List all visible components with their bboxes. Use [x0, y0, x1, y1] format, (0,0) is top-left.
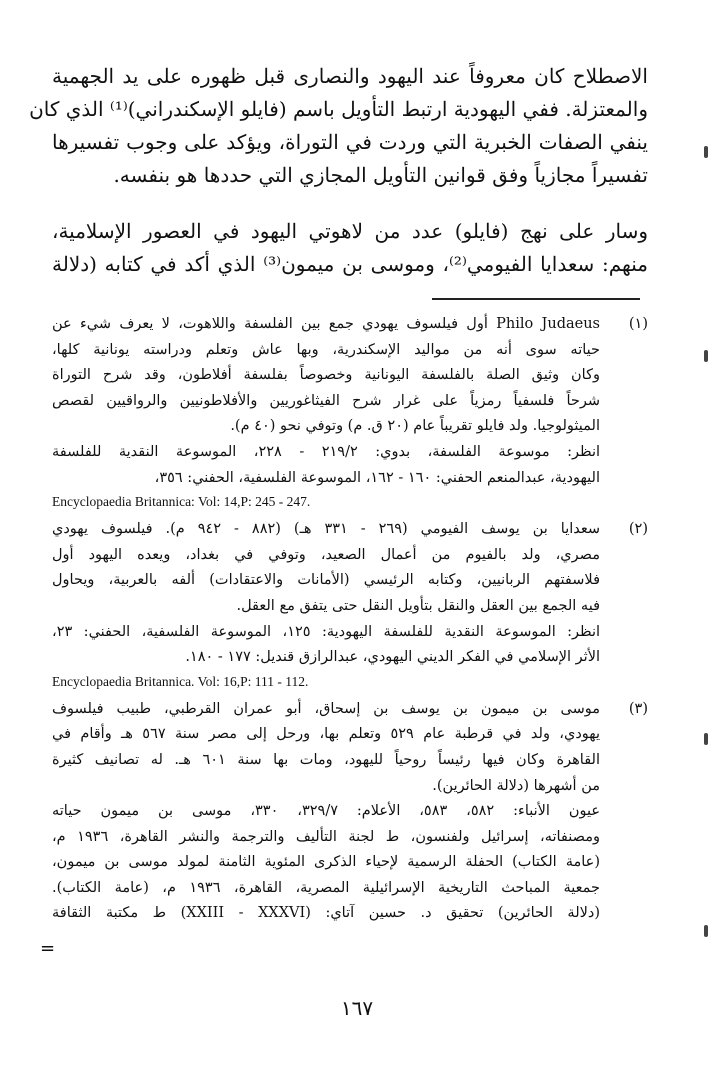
footnote-line: القاهرة وكان فيها رئيساً روحياً لليهود، ومات بها سنة ٦٠١ هـ. له تصانيف كثيرة	[52, 751, 600, 768]
footnote-number: (٣)	[628, 700, 648, 717]
footnote-line: (دلالة الحائرين) تحقيق د. حسين آتاي: (XXIII - XXXVI) ط مكتبة الثقافة	[52, 905, 600, 922]
footnote-line: شرحاً فلسفياً رمزياً على غرار شرح الفيثاغوريين والأفلاطونيين والرواقيين لقصص	[52, 392, 600, 409]
footnotes	[52, 312, 648, 931]
text-line: والمعتزلة. ففي اليهودية ارتبط التأويل باسم (فايلو الإسكندراني)⁽¹⁾ الذي كان	[29, 97, 648, 121]
footnote-line: (عامة الكتاب) الحفلة الرسمية لإحياء الذكرى المئوية الثامنة لمولد موسى بن ميمون،	[52, 854, 600, 871]
margin-mark	[704, 925, 708, 937]
text-line: وسار على نهج (فايلو) عدد من لاهوتي اليهود في العصور الإسلامية،	[52, 219, 648, 243]
footnote-line: حياته سوى أنه من مواليد الإسكندرية، وبها عاش وتعلم ودراسته يونانية كلها،	[52, 341, 600, 358]
footnote-line: الميثولوجيا. ولد فايلو تقريباً عام (٢٠ ق. م) وتوفي نحو (٤٠ م).	[230, 418, 600, 435]
footnote-line: من أشهرها (دلالة الحائرين).	[432, 777, 600, 794]
text-line: الاصطلاح كان معروفاً عند اليهود والنصارى قبل ظهوره على يد الجهمية	[52, 64, 648, 88]
footnote-1	[52, 312, 648, 513]
footnote-line: انظر: موسوعة الفلسفة، بدوي: ٢١٩/٢ - ٢٢٨، الموسوعة النقدية للفلسفة	[52, 443, 601, 460]
footnote-line: وكان وثيق الصلة بالفلسفة اليونانية وخصوصاً بفلسفة أفلاطون، وقد شرح التوراة	[52, 367, 600, 384]
margin-mark	[704, 350, 708, 362]
footnote-line: فيه الجمع بين العقل والنقل بتأويل النقل حتى يتفق مع العقل.	[236, 597, 600, 614]
footnote-line: موسى بن ميمون بن يوسف بن إسحاق، أبو عمران القرطبي، طبيب فيلسوف	[52, 700, 600, 717]
footnote-number: (١)	[628, 316, 648, 332]
footnote-line: سعدايا بن يوسف الفيومي (٢٦٩ - ٣٣١ هـ) (٨٨٢ - ٩٤٢ م). فيلسوف يهودي	[52, 521, 601, 538]
text-line: تفسيراً مجازياً وفق قوانين التأويل المجازي التي حددها هو بنفسه.	[113, 163, 648, 187]
footnote-3	[52, 697, 648, 927]
footnote-line: فلاسفتهم الربانيين، وكتابه الرئيسي (الأمانات والاعتقادات) ألفه بالعربية، ويحاول	[52, 572, 600, 589]
footnote-line: الأثر الإسلامي في الفكر الديني اليهودي، عبدالرازق قنديل: ١٧٧ - ١٨٠.	[185, 649, 600, 666]
footnote-line: ومصنفاته، إسرائيل ولفنسون، ط لجنة التأليف والترجمة والنشر القاهرة، ١٩٣٦ م،	[52, 828, 600, 845]
footnote-line: انظر: الموسوعة النقدية للفلسفة اليهودية: ١٢٥، الموسوعة الفلسفية، الحفني: ٢٣،	[52, 623, 601, 640]
main-paragraph-1	[29, 60, 648, 192]
footnote-reference-latin: Encyclopaedia Britannica: Vol: 14,P: 245 - 247.	[52, 494, 311, 510]
footnote-2	[52, 517, 648, 693]
footnote-line: مصري، ولد بالفيوم من أعمال الصعيد، وتوفي في بغداد، ويعده اليهود أول	[52, 546, 600, 563]
footnote-separator	[432, 298, 640, 300]
main-paragraph-2	[52, 215, 648, 281]
continuation-mark: =	[40, 938, 56, 959]
margin-mark	[704, 733, 708, 745]
footnote-number: (٢)	[628, 521, 648, 538]
text-line: ينفي الصفات الخبرية التي وردت في التوراة، ويؤكد على وجوب تفسيرها	[52, 130, 648, 154]
margin-mark	[704, 146, 708, 158]
text-line: منهم: سعدايا الفيومي⁽²⁾، وموسى بن ميمون⁽³⁾ الذي أكد في كتابه (دلالة	[52, 252, 649, 276]
footnote-reference-latin: Encyclopaedia Britannica. Vol: 16,P: 111 - 112.	[52, 673, 309, 689]
footnote-line: يهودي، ولد في قرطبة عام ٥٢٩ وتعلم بها، ورحل إلى مصر سنة ٥٦٧ هـ وأقام في	[52, 726, 600, 743]
footnote-line: Philo Judaeus أول فيلسوف يهودي جمع بين الفلسفة واللاهوت، لا يعرف شيء عن	[52, 316, 600, 332]
page-number: ١٦٧	[340, 996, 374, 1020]
footnote-line: عيون الأنباء: ٥٨٢، ٥٨٣، الأعلام: ٣٢٩/٧، ٣٣٠، موسى بن ميمون حياته	[52, 803, 600, 820]
footnote-line: جمعية المباحث التاريخية الإسرائيلية المصرية، القاهرة، ١٩٣٦ م، (عامة الكتاب).	[52, 879, 600, 896]
footnote-line: اليهودية، عبدالمنعم الحفني: ١٦٠ - ١٦٢، الموسوعة الفلسفية، الحفني: ٣٥٦،	[154, 469, 600, 486]
